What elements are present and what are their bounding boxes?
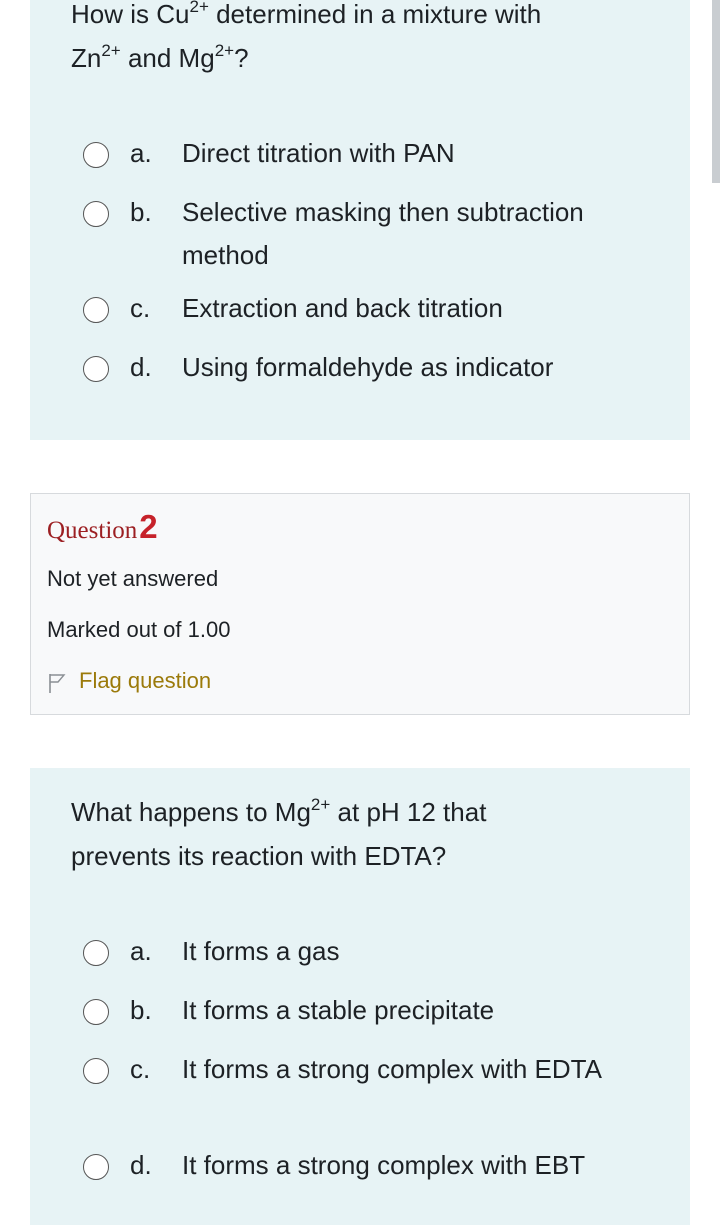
option-letter: a. — [130, 138, 152, 168]
option-text: It forms a strong complex with EDTA — [182, 1054, 602, 1084]
option-text: Using formaldehyde as indicator — [182, 352, 554, 382]
radio-unchecked-icon[interactable] — [83, 142, 109, 168]
question-1-formulation — [30, 0, 690, 440]
option-text: It forms a gas — [182, 936, 340, 966]
question-1-text: How is $Cu^{2+}$ determined in a mixture with $Zn^{2+}$ and $Mg^{2+}$? — [71, 0, 542, 73]
answer-option-d[interactable] — [83, 1144, 670, 1187]
answer-option-b[interactable] — [83, 191, 670, 277]
flag-question-label: Flag question — [79, 668, 212, 693]
option-text: Extraction and back titration — [182, 293, 503, 323]
option-letter: c. — [130, 1054, 151, 1084]
option-text: It forms a stable precipitate — [182, 995, 495, 1025]
radio-unchecked-icon[interactable] — [83, 999, 109, 1025]
radio-unchecked-icon[interactable] — [83, 1154, 109, 1180]
radio-unchecked-icon[interactable] — [83, 201, 109, 227]
option-letter: c. — [130, 293, 151, 323]
radio-unchecked-icon[interactable] — [83, 297, 109, 323]
answer-option-a[interactable] — [83, 132, 670, 175]
question-2-info — [30, 493, 690, 715]
option-letter: d. — [130, 352, 152, 382]
option-letter: d. — [130, 1150, 152, 1180]
option-letter: b. — [130, 995, 152, 1025]
question-2-formulation — [30, 768, 690, 1225]
answer-option-d[interactable] — [83, 346, 670, 389]
radio-unchecked-icon[interactable] — [83, 1058, 109, 1084]
answer-option-c[interactable] — [83, 1048, 670, 1134]
flag-outline-icon — [47, 672, 67, 694]
option-letter: a. — [130, 936, 152, 966]
answer-option-c[interactable] — [83, 287, 670, 330]
question-2-text: What happens to $Mg^{2+}$ at pH 12 that prevents its reaction with EDTA? — [71, 795, 487, 871]
radio-unchecked-icon[interactable] — [83, 356, 109, 382]
option-letter: b. — [130, 197, 152, 227]
option-text: Direct titration with PAN — [182, 138, 455, 168]
answer-option-b[interactable] — [83, 989, 670, 1032]
answer-option-a[interactable] — [83, 930, 670, 973]
question-state: Not yet answered — [47, 566, 219, 591]
option-text: Selective masking then subtraction method — [182, 197, 584, 270]
radio-unchecked-icon[interactable] — [83, 940, 109, 966]
question-number: Question2 — [47, 508, 158, 545]
scrollbar-thumb[interactable] — [712, 0, 720, 183]
option-text: It forms a strong complex with EBT — [182, 1150, 586, 1180]
question-grade: Marked out of 1.00 — [47, 617, 231, 642]
